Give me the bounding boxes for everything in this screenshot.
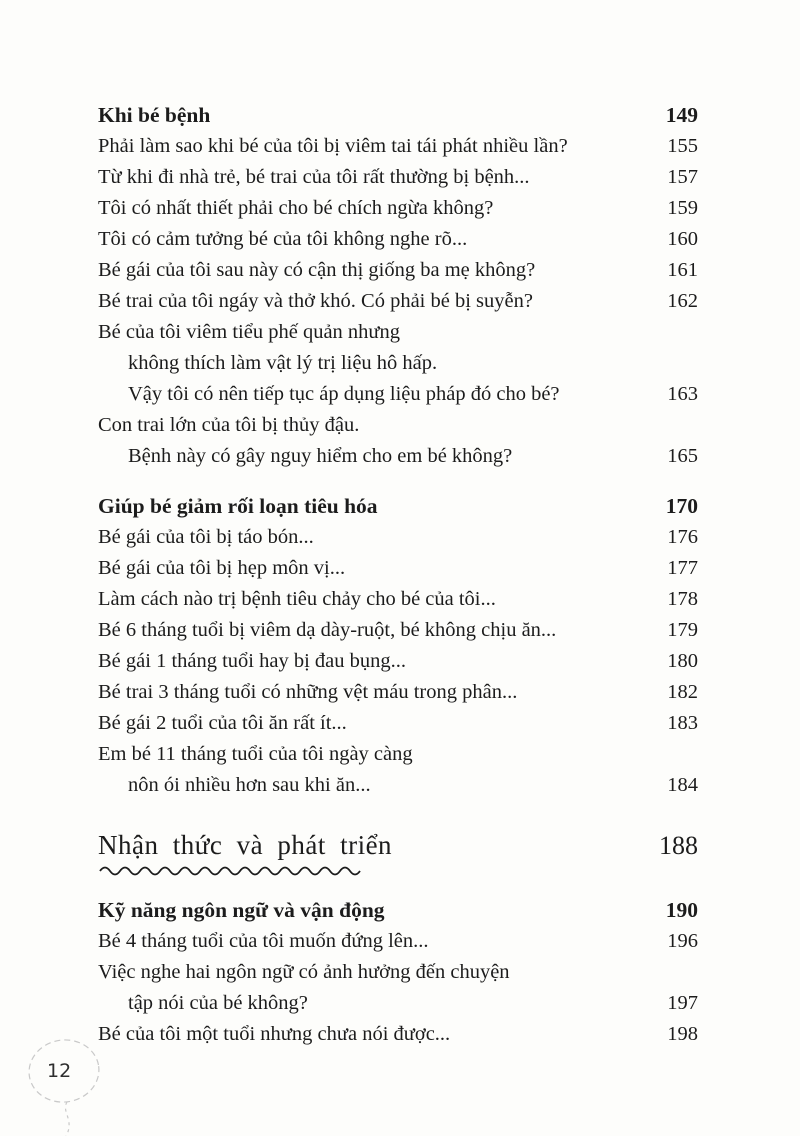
section-title: Khi bé bệnh [98, 103, 211, 127]
page-number: 177 [667, 557, 698, 579]
toc-entry-text: Bé 6 tháng tuổi bị viêm dạ dày-ruột, bé không chịu ăn... [98, 619, 557, 641]
toc-entry-row [98, 348, 698, 379]
page-number: 155 [667, 135, 698, 157]
toc-entry-text: nôn ói nhiều hơn sau khi ăn... [128, 774, 371, 796]
page-number: 160 [667, 228, 698, 250]
page-number: 161 [667, 259, 698, 281]
page-number: 157 [667, 166, 698, 188]
toc-entry-row [98, 708, 698, 739]
toc-entry-text: Bé gái 1 tháng tuổi hay bị đau bụng... [98, 650, 407, 672]
chapter-title-block [98, 827, 698, 876]
toc-entry-row [98, 988, 698, 1019]
toc-entry-row [98, 615, 698, 646]
toc-entry-row [98, 584, 698, 615]
page-number: 197 [667, 992, 698, 1014]
toc-entry-row [98, 286, 698, 317]
toc-entry-text: Làm cách nào trị bệnh tiêu chảy cho bé của tôi... [98, 588, 496, 610]
toc-entry-row [98, 739, 698, 770]
toc-entry-row [98, 317, 698, 348]
toc-chapter-row [98, 827, 698, 876]
toc-entry-text: Việc nghe hai ngôn ngữ có ảnh hưởng đến chuyện [98, 961, 510, 983]
toc-entry-row [98, 255, 698, 286]
section-title: Kỹ năng ngôn ngữ và vận động [98, 898, 385, 922]
page-number: 198 [667, 1023, 698, 1045]
toc-entry-text: Từ khi đi nhà trẻ, bé trai của tôi rất thường bị bệnh... [98, 166, 530, 188]
toc-entry-row [98, 522, 698, 553]
toc-entry-text: Em bé 11 tháng tuổi của tôi ngày càng [98, 743, 413, 765]
toc-entry-text: Vậy tôi có nên tiếp tục áp dụng liệu pháp đó cho bé? [128, 383, 560, 405]
toc-entry-text: Bé 4 tháng tuổi của tôi muốn đứng lên... [98, 930, 429, 952]
toc-entry-text: Bé gái của tôi bị táo bón... [98, 526, 314, 548]
page-number: 163 [667, 383, 698, 405]
toc-entry-text: Bé trai 3 tháng tuổi có những vệt máu trong phân... [98, 681, 518, 703]
page-number: 162 [667, 290, 698, 312]
page-number: 190 [665, 898, 698, 922]
toc-entry-text: Bé gái của tôi bị hẹp môn vị... [98, 557, 346, 579]
toc-entry-row [98, 162, 698, 193]
toc-entry-text: Tôi có cảm tưởng bé của tôi không nghe rõ... [98, 228, 468, 250]
toc-entry-row [98, 677, 698, 708]
toc-entry-text: Phải làm sao khi bé của tôi bị viêm tai tái phát nhiều lần? [98, 135, 568, 157]
toc-entry-row [98, 553, 698, 584]
page-number: 188 [659, 831, 698, 860]
toc-entry-text: Bé của tôi một tuổi nhưng chưa nói được... [98, 1023, 451, 1045]
page-number: 182 [667, 681, 698, 703]
page-number: 176 [667, 526, 698, 548]
page-number: 184 [667, 774, 698, 796]
toc-entry-row [98, 441, 698, 472]
toc-entry-row [98, 926, 698, 957]
toc-entry-row [98, 131, 698, 162]
toc-entry-row [98, 410, 698, 441]
page-number: 179 [667, 619, 698, 641]
toc-entry-row [98, 379, 698, 410]
section-title: Giúp bé giảm rối loạn tiêu hóa [98, 494, 378, 518]
page-number: 170 [665, 494, 698, 518]
toc-entry-text: Bé của tôi viêm tiểu phế quản nhưng [98, 321, 401, 343]
page-number: 180 [667, 650, 698, 672]
balloon-doodle [22, 1036, 132, 1136]
page-number: 165 [667, 445, 698, 467]
toc-entry-text: không thích làm vật lý trị liệu hô hấp. [128, 352, 438, 374]
toc-entry-text: Con trai lớn của tôi bị thủy đậu. [98, 414, 360, 436]
toc-entry-row [98, 770, 698, 801]
toc-entry-text: Bệnh này có gây nguy hiểm cho em bé không? [128, 445, 513, 467]
toc-entry-text: tập nói của bé không? [128, 992, 308, 1014]
toc-entry-text: Bé gái 2 tuổi của tôi ăn rất ít... [98, 712, 347, 734]
page-number: 183 [667, 712, 698, 734]
toc-entry-text: Bé gái của tôi sau này có cận thị giống ba mẹ không? [98, 259, 536, 281]
toc-entry-row [98, 193, 698, 224]
page-number: 196 [667, 930, 698, 952]
chapter-title: Nhận thức và phát triển [98, 830, 393, 860]
toc-entry-text: Tôi có nhất thiết phải cho bé chích ngừa không? [98, 197, 494, 219]
footer [22, 1036, 132, 1136]
toc-entry-text: Bé trai của tôi ngáy và thở khó. Có phải bé bị suyễn? [98, 290, 533, 312]
wavy-underline [98, 864, 368, 876]
footer-page-number: 12 [47, 1060, 72, 1082]
toc-section-row [98, 100, 698, 131]
toc-entry-row [98, 957, 698, 988]
page-number: 159 [667, 197, 698, 219]
toc-section-row [98, 491, 698, 522]
toc-section-row [98, 895, 698, 926]
page-number: 178 [667, 588, 698, 610]
toc-entry-row [98, 646, 698, 677]
table-of-contents [98, 100, 698, 1050]
page-number: 149 [665, 103, 698, 127]
toc-entry-row [98, 1019, 698, 1050]
toc-entry-row [98, 224, 698, 255]
